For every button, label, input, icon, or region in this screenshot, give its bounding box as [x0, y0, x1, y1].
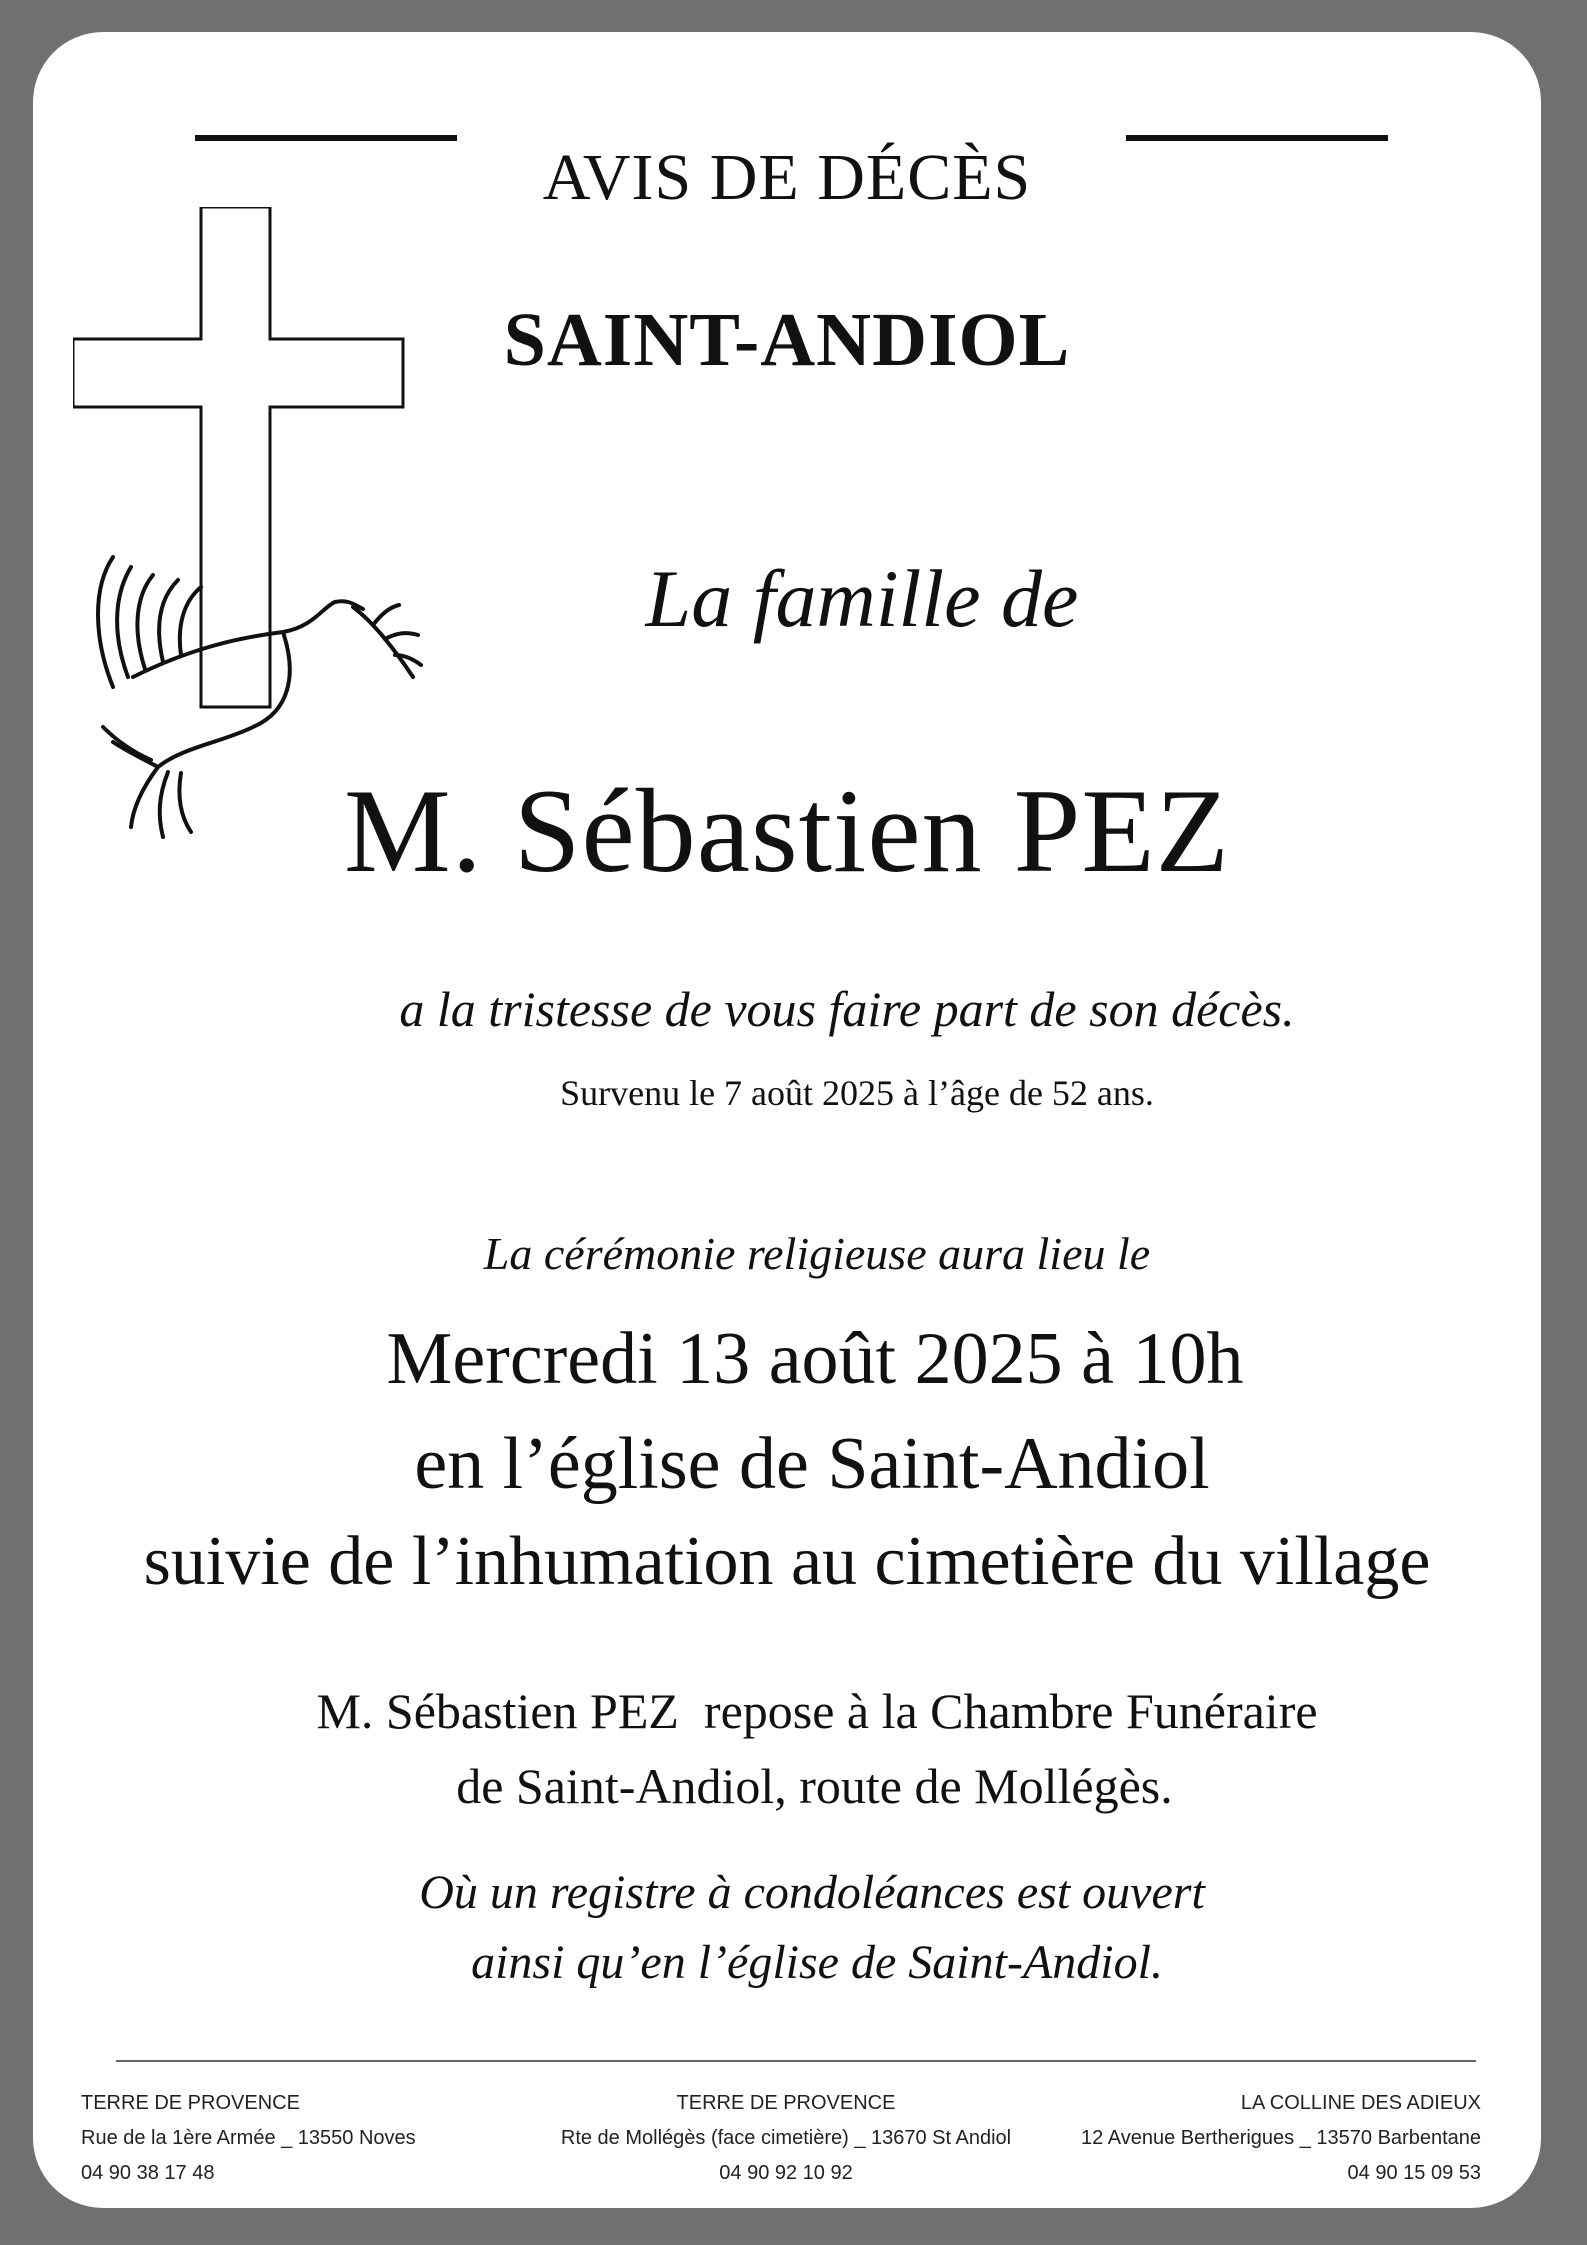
repose-line-2: de Saint-Andiol, route de Mollégès.: [456, 1758, 1173, 1814]
agency-address: Rte de Mollégès (face cimetière) _ 13670 St Andiol: [560, 2127, 1012, 2149]
town-name: SAINT-ANDIOL: [503, 298, 1071, 382]
burial-text: suivie de l’inhumation au cimetière du village: [143, 1523, 1431, 1600]
registry-line-1: Où un registre à condoléances est ouvert: [419, 1866, 1205, 1919]
agency-address: 12 Avenue Bertherigues _ 13570 Barbentane: [1081, 2127, 1481, 2149]
agency-name: TERRE DE PROVENCE: [676, 2092, 896, 2114]
announcement-text: a la tristesse de vous faire part de son décès.: [399, 981, 1295, 1037]
deceased-name: M. Sébastien PEZ: [344, 764, 1230, 897]
footer-agency-barbentane: [1081, 2086, 1481, 2191]
ceremony-intro: La cérémonie religieuse aura lieu le: [483, 1228, 1151, 1279]
agency-name: LA COLLINE DES ADIEUX: [1240, 2092, 1481, 2114]
notice-title: AVIS DE DÉCÈS: [542, 141, 1032, 214]
repose-line-1: M. Sébastien PEZ repose à la Chambre Funéraire: [316, 1683, 1318, 1739]
footer-divider: [116, 2060, 1476, 2062]
family-intro: La famille de: [645, 553, 1079, 644]
agency-phone: 04 90 92 10 92: [719, 2162, 853, 2184]
cross-dove-emblem: [73, 207, 443, 847]
footer-agency-noves: [81, 2086, 416, 2191]
footer-agency-st-andiol: [493, 2086, 1079, 2191]
ceremony-date: Mercredi 13 août 2025 à 10h: [386, 1318, 1244, 1400]
agency-phone: 04 90 15 09 53: [1347, 2162, 1481, 2184]
agency-phone: 04 90 38 17 48: [81, 2162, 215, 2184]
agency-name: TERRE DE PROVENCE: [81, 2092, 300, 2114]
death-date-text: Survenu le 7 août 2025 à l’âge de 52 ans.: [560, 1073, 1154, 1113]
notice-card: [33, 32, 1541, 2208]
agency-address: Rue de la 1ère Armée _ 13550 Noves: [81, 2127, 416, 2149]
registry-line-2: ainsi qu’en l’église de Saint-Andiol.: [471, 1936, 1163, 1989]
ceremony-location: en l’église de Saint-Andiol: [414, 1423, 1210, 1505]
